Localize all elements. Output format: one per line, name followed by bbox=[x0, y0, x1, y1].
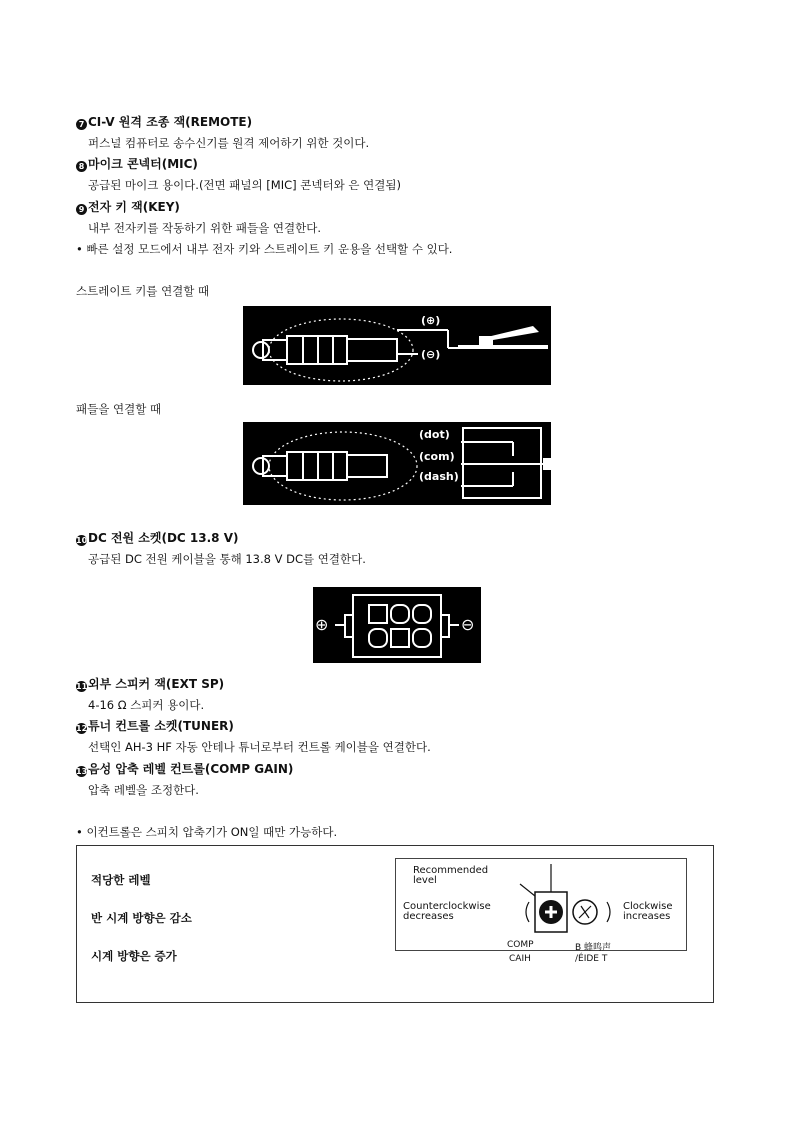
terminal-minus-label: (⊖) bbox=[421, 348, 441, 361]
section-tuner-desc: 선택인 AH-3 HF 자동 안테나 튜너로부터 컨트롤 케이블을 연결한다. bbox=[88, 740, 431, 754]
section-key-heading bbox=[76, 198, 180, 215]
number-badge-icon: 13 bbox=[76, 767, 88, 776]
section-title: DC 전원 소켓(DC 13.8 V) bbox=[88, 531, 239, 545]
section-mic-heading bbox=[76, 155, 198, 172]
section-title: 전자 키 잭(KEY) bbox=[88, 200, 180, 214]
socket-diagram-icon bbox=[313, 587, 481, 663]
bullet-compressor-note: • 이컨트롤은 스피치 압축기가 ON일 때만 가능하다. bbox=[76, 825, 338, 839]
terminal-plus-label: (⊕) bbox=[421, 314, 441, 327]
eide-label: /ÉIDE T bbox=[575, 954, 608, 964]
section-mic-desc: 공급된 마이크 용이다.(전면 패널의 [MIC] 콘넥터와 은 연결됨) bbox=[88, 178, 401, 192]
box-line-recommended: 적당한 레벨 bbox=[91, 873, 151, 887]
straight-key-figure bbox=[243, 306, 551, 385]
section-title: 마이크 콘넥터(MIC) bbox=[88, 157, 198, 171]
number-badge-icon: 12 bbox=[76, 724, 88, 733]
minus-terminal-icon: ⊖ bbox=[461, 615, 475, 634]
box-line-ccw: 반 시계 방향은 감소 bbox=[91, 911, 192, 925]
cw-increases-label: increases bbox=[623, 911, 671, 922]
plug-diagram-icon bbox=[243, 306, 551, 385]
section-tuner-heading bbox=[76, 717, 234, 734]
ccw-decreases-label: decreases bbox=[403, 911, 454, 922]
section-remote-heading bbox=[76, 113, 252, 130]
section-title: 음성 압축 레벨 컨트롤(COMP GAIN) bbox=[88, 762, 294, 776]
section-key-desc: 내부 전자키를 작동하기 위한 패들을 연결한다. bbox=[88, 221, 322, 235]
section-comp-gain-desc: 압축 레벨을 조정한다. bbox=[88, 783, 199, 797]
cw-label: Clockwise bbox=[623, 901, 673, 912]
section-remote-desc: 퍼스널 컴퓨터로 송수신기를 원격 제어하기 위한 것이다. bbox=[88, 136, 370, 150]
section-ext-sp-desc: 4-16 Ω 스피커 용이다. bbox=[88, 698, 205, 712]
dc-socket-figure bbox=[313, 587, 481, 663]
number-badge-icon: 7 bbox=[76, 119, 87, 130]
paddle-com-label: (com) bbox=[419, 450, 455, 463]
straight-key-label: 스트레이트 키를 연결할 때 bbox=[76, 284, 210, 298]
number-badge-icon: 8 bbox=[76, 161, 87, 172]
level-label: level bbox=[413, 875, 437, 886]
paddle-dash-label: (dash) bbox=[419, 470, 459, 483]
number-badge-icon: 11 bbox=[76, 682, 88, 691]
bullet-key-mode: • 빠른 설정 모드에서 내부 전자 키와 스트레이트 키 운용을 선택할 수 있다. bbox=[76, 242, 453, 256]
section-dc-desc: 공급된 DC 전원 케이블을 통해 13.8 V DC를 연결한다. bbox=[88, 552, 366, 566]
comp-gain-figure bbox=[395, 858, 687, 966]
box-line-cw: 시계 방향은 증가 bbox=[91, 949, 177, 963]
section-dc-heading bbox=[76, 529, 238, 546]
section-title: 튜너 컨트롤 소켓(TUNER) bbox=[88, 719, 234, 733]
number-badge-icon: 9 bbox=[76, 204, 87, 215]
paddle-label: 패들을 연결할 때 bbox=[76, 402, 162, 416]
b-label: B 蜂鸣声 bbox=[575, 943, 612, 953]
section-title: 외부 스피커 잭(EXT SP) bbox=[88, 677, 225, 691]
number-badge-icon: 10 bbox=[76, 536, 88, 545]
section-title: CI-V 원격 조종 잭(REMOTE) bbox=[88, 115, 253, 129]
ccw-label: Counterclockwise bbox=[403, 901, 491, 912]
comp-label: COMP bbox=[507, 940, 534, 950]
plug-diagram-icon bbox=[243, 422, 551, 505]
plus-terminal-icon: ⊕ bbox=[315, 615, 329, 634]
comp-gain-box bbox=[76, 845, 714, 1003]
caih-label: CAIH bbox=[509, 954, 531, 964]
section-comp-gain-heading bbox=[76, 760, 293, 777]
section-ext-sp-heading bbox=[76, 675, 224, 692]
recommended-label: Recommended bbox=[413, 865, 489, 876]
paddle-dot-label: (dot) bbox=[419, 428, 450, 441]
paddle-figure bbox=[243, 422, 551, 505]
